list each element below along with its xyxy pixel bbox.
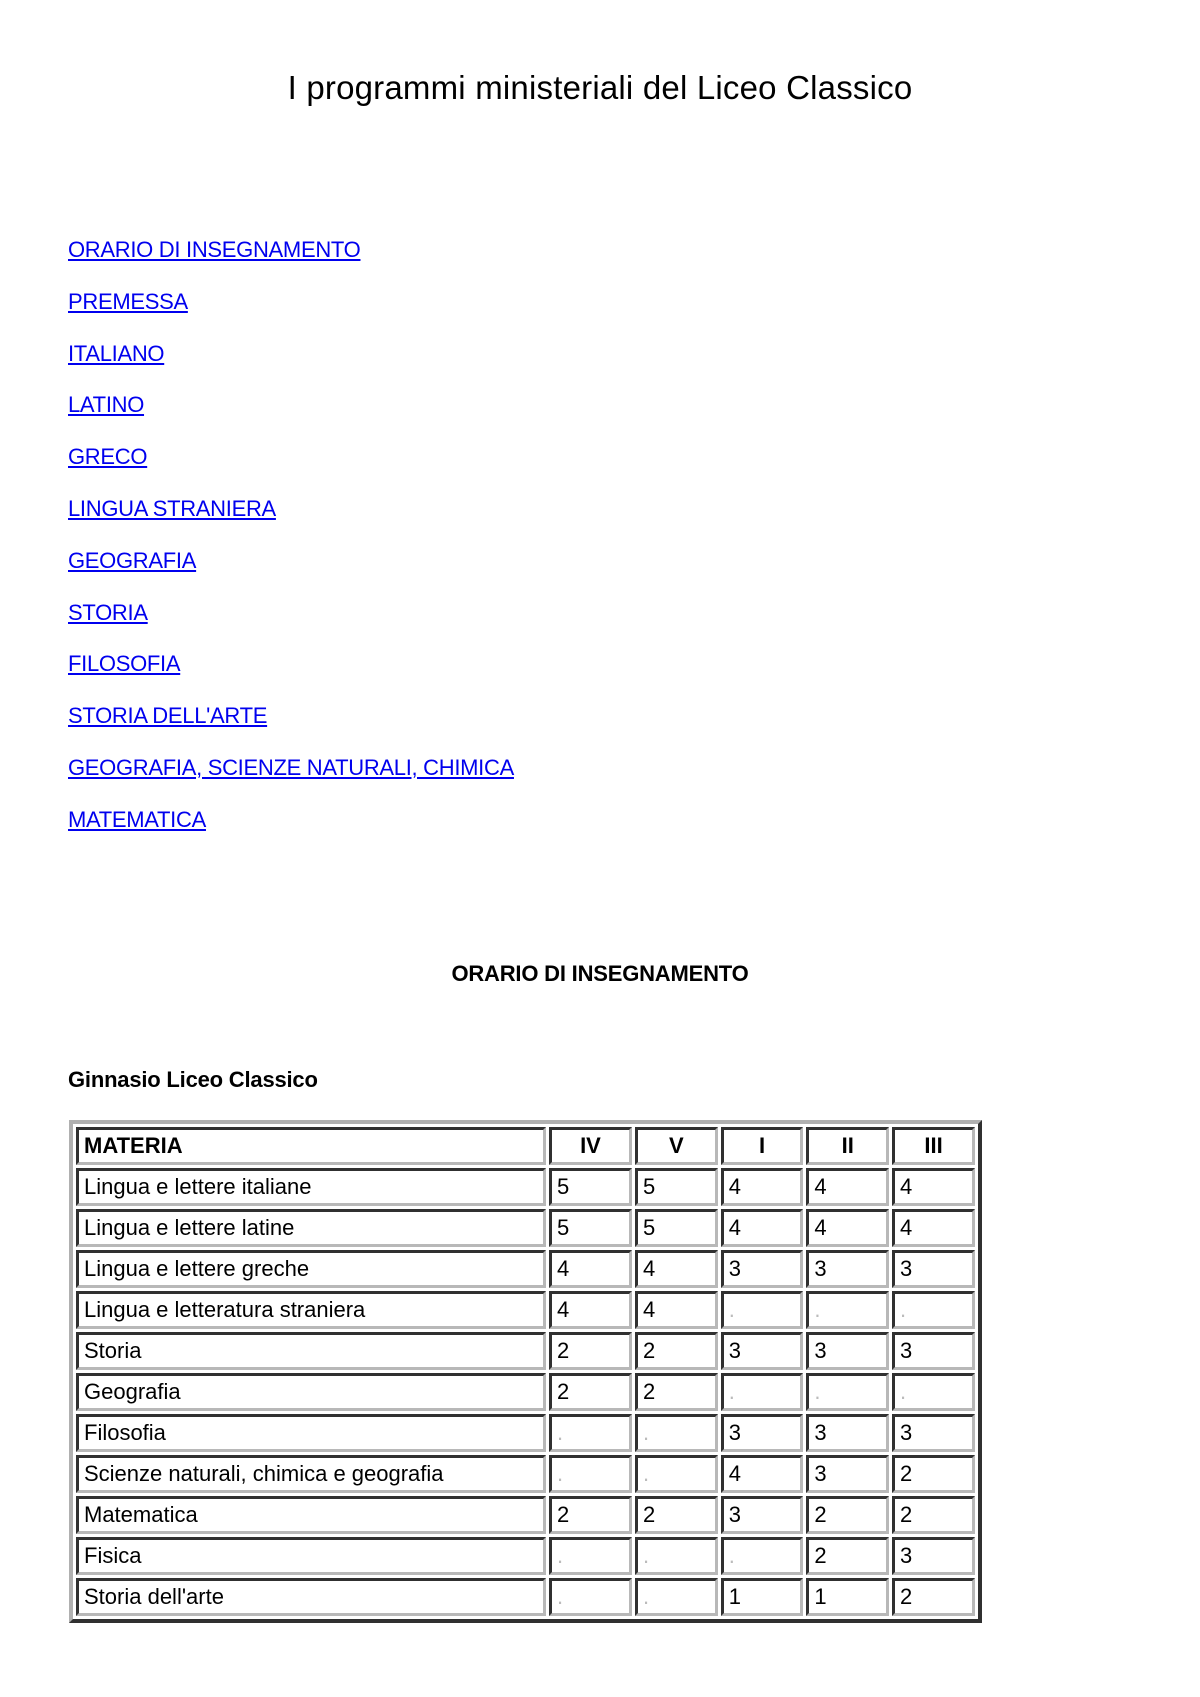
table-row	[76, 1291, 975, 1329]
toc-item	[68, 288, 514, 340]
hours-cell: 4	[721, 1209, 804, 1247]
toc-link-greco[interactable]: GRECO	[68, 444, 148, 470]
subject-cell: Lingua e letteratura straniera	[76, 1291, 546, 1329]
hours-cell: 2	[892, 1455, 975, 1493]
table-row	[76, 1209, 975, 1247]
hours-cell: 2	[635, 1373, 718, 1411]
hours-cell: 2	[892, 1578, 975, 1616]
toc-link-filosofia[interactable]: FILOSOFIA	[68, 651, 181, 677]
timetable	[69, 1120, 982, 1623]
hours-cell: 4	[892, 1209, 975, 1247]
hours-cell: .	[635, 1455, 718, 1493]
hours-cell: 3	[892, 1414, 975, 1452]
toc-item	[68, 547, 514, 599]
subject-cell: Filosofia	[76, 1414, 546, 1452]
hours-cell: 1	[721, 1578, 804, 1616]
hours-cell: 3	[892, 1250, 975, 1288]
hours-cell: 5	[635, 1209, 718, 1247]
hours-cell: 4	[892, 1168, 975, 1206]
page-title: I programmi ministeriali del Liceo Classico	[287, 69, 913, 106]
table-body	[76, 1168, 975, 1616]
subject-cell: Lingua e lettere italiane	[76, 1168, 546, 1206]
subject-cell: Storia dell'arte	[76, 1578, 546, 1616]
hours-cell: 3	[806, 1455, 889, 1493]
toc-link-latino[interactable]: LATINO	[68, 392, 145, 418]
hours-cell: 3	[721, 1332, 804, 1370]
hours-cell: .	[635, 1414, 718, 1452]
toc-link-storia-arte[interactable]: STORIA DELL'ARTE	[68, 703, 268, 729]
hours-cell: 3	[721, 1496, 804, 1534]
header-year-iv: IV	[549, 1127, 632, 1165]
hours-cell: 4	[635, 1250, 718, 1288]
hours-cell: 2	[549, 1496, 632, 1534]
header-materia: MATERIA	[76, 1127, 546, 1165]
hours-cell: 5	[549, 1209, 632, 1247]
timetable-container	[69, 1120, 982, 1653]
hours-cell: 4	[806, 1209, 889, 1247]
table-row	[76, 1537, 975, 1575]
toc-item	[68, 754, 514, 806]
header-year-v: V	[635, 1127, 718, 1165]
toc-item	[68, 806, 514, 858]
toc-item	[68, 599, 514, 651]
hours-cell: 3	[892, 1537, 975, 1575]
subject-cell: Scienze naturali, chimica e geografia	[76, 1455, 546, 1493]
hours-cell: .	[806, 1373, 889, 1411]
table-row	[76, 1455, 975, 1493]
toc-item	[68, 236, 514, 288]
header-year-iii: III	[892, 1127, 975, 1165]
hours-cell: .	[549, 1537, 632, 1575]
hours-cell: .	[549, 1455, 632, 1493]
header-year-i: I	[721, 1127, 804, 1165]
subject-cell: Matematica	[76, 1496, 546, 1534]
hours-cell: .	[549, 1414, 632, 1452]
subject-cell: Geografia	[76, 1373, 546, 1411]
hours-cell: 2	[806, 1537, 889, 1575]
header-year-ii: II	[806, 1127, 889, 1165]
hours-cell: 3	[892, 1332, 975, 1370]
table-header-row	[76, 1127, 975, 1165]
hours-cell: 2	[635, 1496, 718, 1534]
hours-cell: 2	[806, 1496, 889, 1534]
hours-cell: 4	[549, 1291, 632, 1329]
toc-item	[68, 495, 514, 547]
hours-cell: 5	[635, 1168, 718, 1206]
toc-link-italiano[interactable]: ITALIANO	[68, 340, 165, 366]
toc-link-storia[interactable]: STORIA	[68, 599, 148, 625]
hours-cell: 2	[549, 1332, 632, 1370]
hours-cell: 2	[635, 1332, 718, 1370]
subject-cell: Lingua e lettere greche	[76, 1250, 546, 1288]
toc-item	[68, 702, 514, 754]
toc-link-scienze[interactable]: GEOGRAFIA, SCIENZE NATURALI, CHIMICA	[68, 754, 514, 780]
toc-link-orario[interactable]: ORARIO DI INSEGNAMENTO	[68, 237, 361, 262]
subject-cell: Fisica	[76, 1537, 546, 1575]
hours-cell: .	[635, 1578, 718, 1616]
hours-cell: 3	[806, 1332, 889, 1370]
table-row	[76, 1168, 975, 1206]
hours-cell: 4	[721, 1455, 804, 1493]
toc-link-lingua-straniera[interactable]: LINGUA STRANIERA	[68, 495, 276, 521]
hours-cell: 5	[549, 1168, 632, 1206]
toc-item	[68, 391, 514, 443]
toc-item	[68, 650, 514, 702]
hours-cell: .	[806, 1291, 889, 1329]
hours-cell: .	[721, 1373, 804, 1411]
toc-link-premessa[interactable]: PREMESSA	[68, 288, 188, 314]
hours-cell: 4	[549, 1250, 632, 1288]
hours-cell: 3	[721, 1414, 804, 1452]
table-row	[76, 1250, 975, 1288]
hours-cell: .	[721, 1537, 804, 1575]
hours-cell: .	[635, 1537, 718, 1575]
table-of-contents	[68, 236, 514, 858]
hours-cell: 4	[635, 1291, 718, 1329]
hours-cell: 4	[806, 1168, 889, 1206]
table-row	[76, 1578, 975, 1616]
hours-cell: .	[549, 1578, 632, 1616]
subject-cell: Storia	[76, 1332, 546, 1370]
table-row	[76, 1373, 975, 1411]
table-subheading: Ginnasio Liceo Classico	[68, 1067, 318, 1092]
hours-cell: .	[721, 1291, 804, 1329]
hours-cell: 2	[892, 1496, 975, 1534]
hours-cell: .	[892, 1291, 975, 1329]
toc-link-geografia[interactable]: GEOGRAFIA	[68, 547, 197, 573]
section-heading: ORARIO DI INSEGNAMENTO	[451, 961, 749, 986]
table-row	[76, 1332, 975, 1370]
hours-cell: .	[892, 1373, 975, 1411]
table-row	[76, 1496, 975, 1534]
toc-item	[68, 340, 514, 392]
toc-link-matematica[interactable]: MATEMATICA	[68, 806, 206, 832]
hours-cell: 2	[549, 1373, 632, 1411]
hours-cell: 1	[806, 1578, 889, 1616]
subject-cell: Lingua e lettere latine	[76, 1209, 546, 1247]
hours-cell: 3	[721, 1250, 804, 1288]
hours-cell: 3	[806, 1414, 889, 1452]
hours-cell: 4	[721, 1168, 804, 1206]
table-row	[76, 1414, 975, 1452]
toc-item	[68, 443, 514, 495]
hours-cell: 3	[806, 1250, 889, 1288]
